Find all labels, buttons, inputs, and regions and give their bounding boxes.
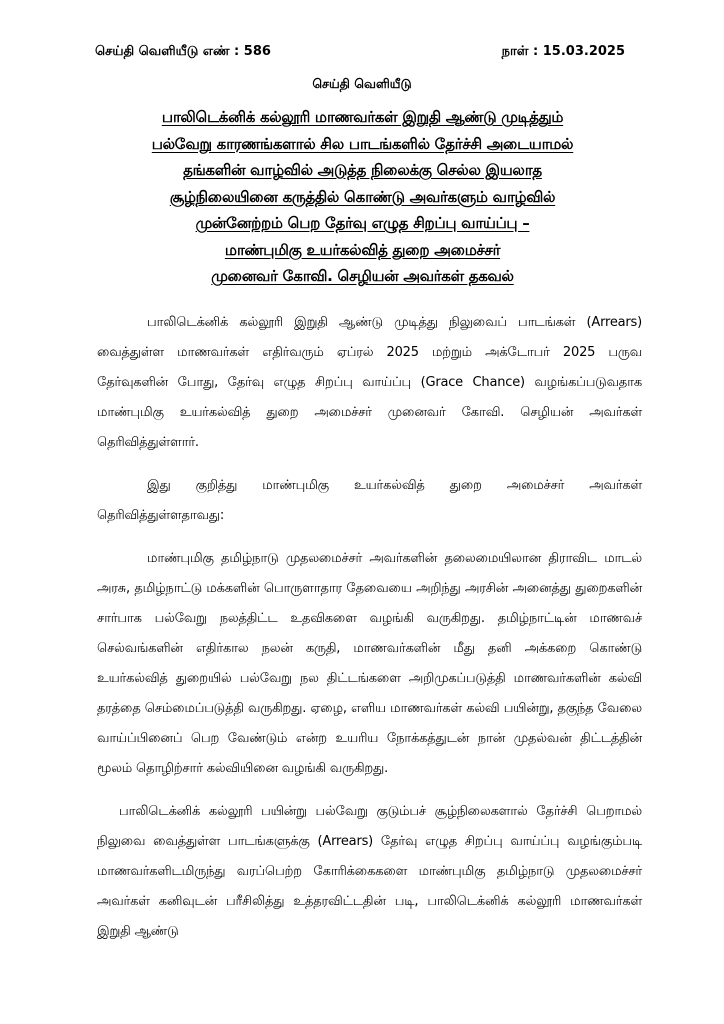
body-text — [97, 308, 642, 960]
headline-line: மாண்புமிகு உயர்கல்வித் துறை அமைச்சர் — [224, 240, 501, 259]
headline — [90, 104, 635, 290]
paragraph-minister-statement: இது குறித்து மாண்புமிகு உயர்கல்வித் துறை அமைச்சர் அவர்கள் தெரிவித்துள்ளதாவது: — [97, 478, 642, 523]
release-date: நாள் : 15.03.2025 — [501, 44, 625, 59]
headline-line: சூழ்நிலையினை கருத்தில் கொண்டு அவர்களும் வாழ்வில் — [169, 187, 556, 206]
headline-line: தங்களின் வாழ்வில் அடுத்த நிலைக்கு செல்ல இயலாத — [183, 161, 542, 179]
headline-line: பாலிடெக்னிக் கல்லூரி மாணவர்கள் இறுதி ஆண்டு முடித்தும் — [161, 108, 564, 126]
paragraph-government-schemes: மாண்புமிகு தமிழ்நாடு முதலமைச்சர் அவர்களின் தலைமையிலான திராவிட மாடல் அரசு, தமிழ்நாட்டு மக்களின் பொருளாதார தேவையை அறிந்து அரசின் அனைத்து துறைகளின் சார்பாக பல்வேறு நலத்திட்ட உதவிகளை வழங்கி வருகிறது. தமிழ்நாட்டின் மாணவச் செல்வங்களின் எதிர்கால நலன் கருதி, மாணவர்களின் மீது தனி அக்கறை கொண்டு உயர்கல்வித் துறையில் பல்வேறு நல திட்டங்களை அறிமுகப்படுத்தி மாணவர்களின் கல்வி தரத்தை செம்மைப்படுத்தி வருகிறது. ஏழை, எளிய மாணவர்கள் கல்வி பயின்று, தகுந்த வேலை வாய்ப்பினைப் பெற வேண்டும் என்ற உயரிய நோக்கத்துடன் நான் முதல்வன் திட்டத்தின் மூலம் தொழிற்சார் கல்வியினை வழங்கி வருகிறது. — [97, 551, 642, 776]
release-number: செய்தி வெளியீடு எண் : 586 — [95, 44, 271, 59]
paragraph-grace-chance: பாலிடெக்னிக் கல்லூரி பயின்று பல்வேறு குடும்பச் சூழ்நிலைகளால் தேர்ச்சி பெறாமல் நிலுவை வைத்துள்ள பாடங்களுக்கு (Arrears) தேர்வு எழுத சிறப்பு வாய்ப்பு வழங்கும்படி மாணவர்களிடமிருந்து வரப்பெற்ற கோரிக்கைகளை மாண்புமிகு தமிழ்நாடு முதலமைச்சர் அவர்கள் கனிவுடன் பரீசிலித்து உத்தரவிட்டதின் படி, பாலிடெக்னிக் கல்லூரி மாணவர்கள் இறுதி ஆண்டு — [97, 804, 642, 939]
paragraph-announcement: பாலிடெக்னிக் கல்லூரி இறுதி ஆண்டு முடித்து நிலுவைப் பாடங்கள் (Arrears) வைத்துள்ள மாணவர்கள் எதிர்வரும் ஏப்ரல் 2025 மற்றும் அக்டோபர் 2025 பருவ தேர்வுகளின் போது, தேர்வு எழுத சிறப்பு வாய்ப்பு (Grace Chance) வழங்கப்படுவதாக மாண்புமிகு உயர்கல்வித் துறை அமைச்சர் முனைவர் கோவி. செழியன் அவர்கள் தெரிவித்துள்ளார். — [97, 315, 642, 450]
headline-line: முனைவர் கோவி. செழியன் அவர்கள் தகவல் — [211, 267, 514, 285]
release-label: செய்தி வெளியீடு — [312, 76, 412, 91]
headline-line: முன்னேற்றம் பெற தேர்வு எழுத சிறப்பு வாய்ப்பு – — [195, 214, 530, 232]
headline-line: பல்வேறு காரணங்களால் சில பாடங்களில் தேர்ச்சி அடையாமல் — [151, 134, 574, 153]
header-row — [95, 44, 625, 64]
